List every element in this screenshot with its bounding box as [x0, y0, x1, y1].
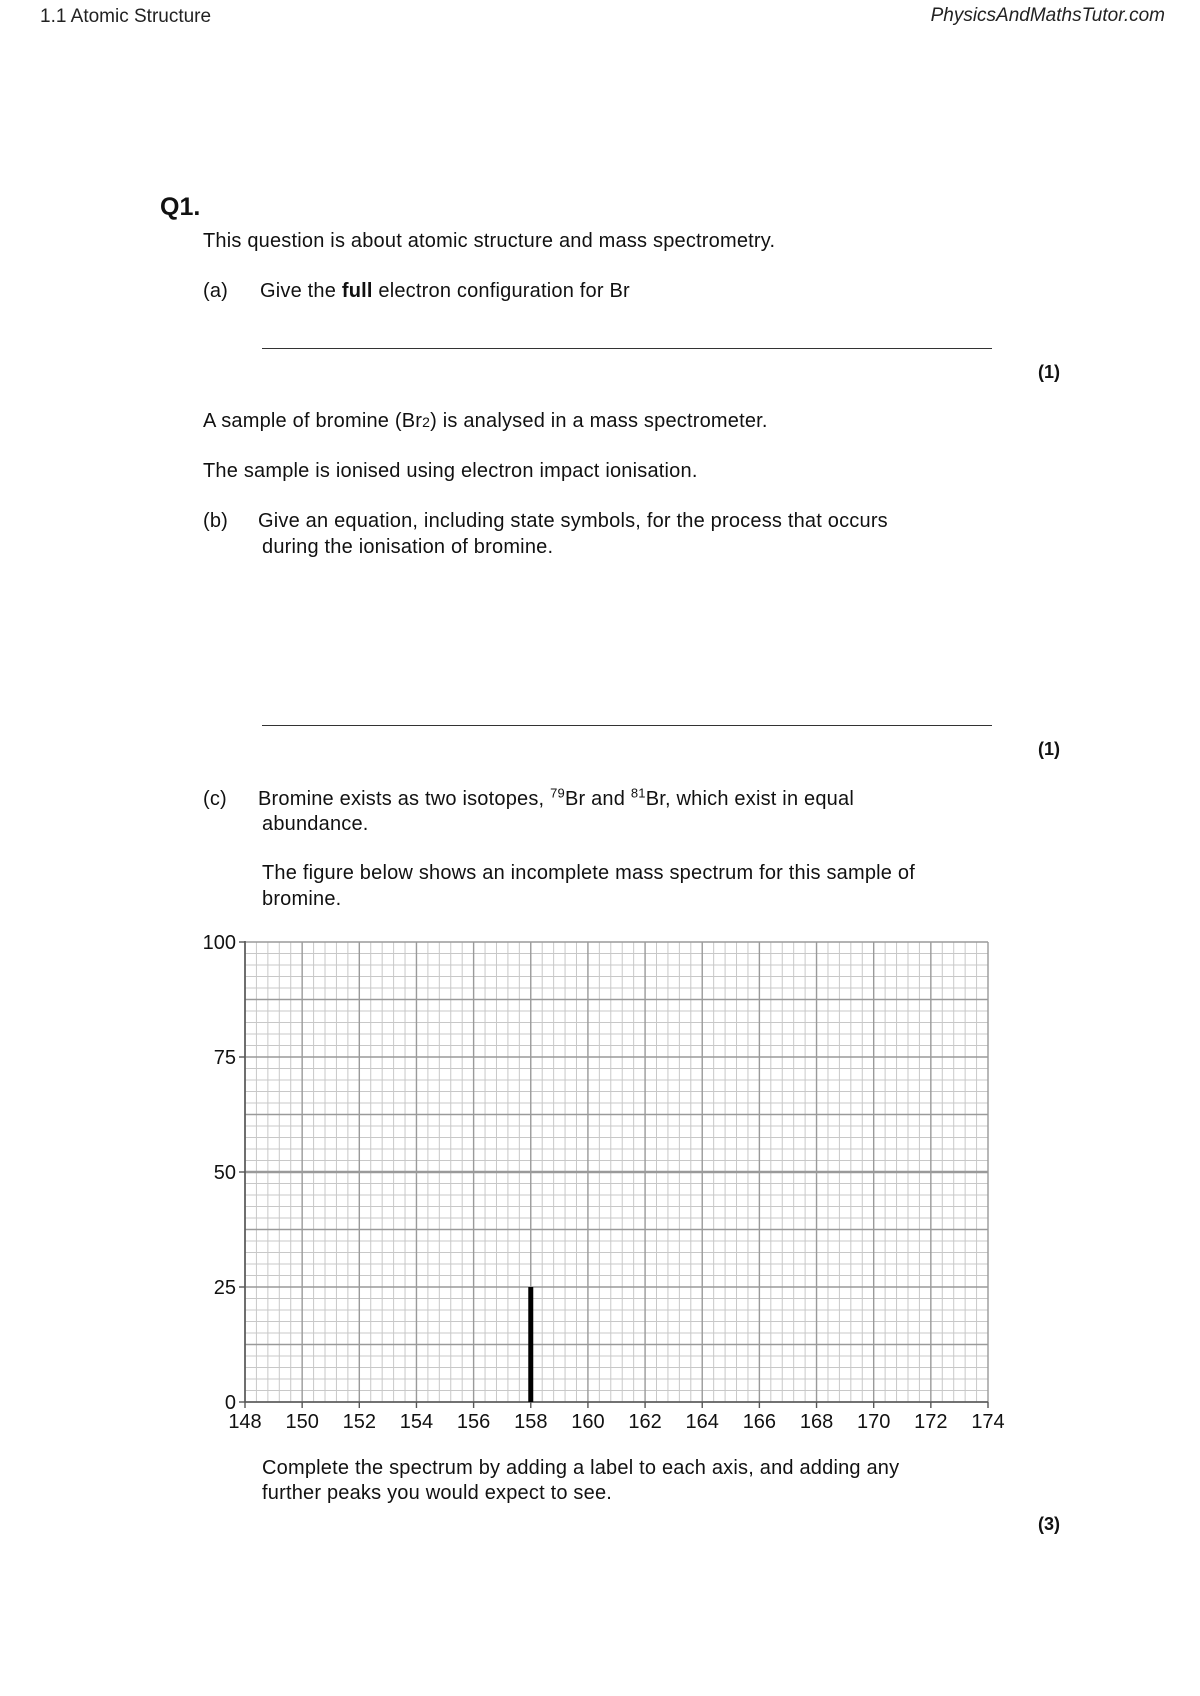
- x-tick-label: 172: [914, 1411, 948, 1433]
- part-c-label: (c): [203, 788, 227, 810]
- x-tick-label: 158: [514, 1411, 548, 1433]
- chart-ticks: [203, 932, 1005, 1433]
- y-tick-label: 0: [224, 1392, 236, 1414]
- part-b-text-line2: during the ionisation of bromine.: [262, 536, 554, 558]
- y-tick-label: 25: [213, 1277, 236, 1299]
- part-c-text-line1: Bromine exists as two isotopes, $^{79}$Br and $^{81}$Br, which exist in equal: [258, 785, 854, 810]
- x-tick-label: 166: [742, 1411, 777, 1433]
- header-topic: 1.1 Atomic Structure: [40, 6, 212, 27]
- x-tick-label: 168: [799, 1411, 834, 1433]
- mass-spectrum-chart[interactable]: [190, 925, 1020, 1440]
- part-a-label: (a): [203, 280, 229, 302]
- part-a-answer-line[interactable]: [262, 348, 992, 349]
- x-tick-label: 148: [228, 1411, 262, 1433]
- x-tick-label: 170: [857, 1411, 891, 1433]
- x-tick-label: 164: [685, 1411, 719, 1433]
- x-tick-label: 154: [399, 1411, 434, 1433]
- part-c-marks: (3): [1038, 1514, 1060, 1534]
- part-a-text: Give the full electron configuration for Br: [260, 280, 630, 302]
- part-a-bold-word: full: [341, 280, 373, 302]
- x-tick-label: 174: [971, 1411, 1005, 1433]
- part-a-marks: (1): [1038, 362, 1060, 382]
- y-tick-label: 100: [202, 932, 236, 954]
- part-b-label: (b): [203, 510, 229, 532]
- part-c-instruction-2: further peaks you would expect to see.: [262, 1482, 613, 1504]
- header-site: PhysicsAndMathsTutor.com: [930, 5, 1165, 26]
- x-tick-label: 160: [571, 1411, 605, 1433]
- part-b-answer-line[interactable]: [262, 725, 992, 726]
- part-c-figure-intro-1: The figure below shows an incomplete mass spectrum for this sample of: [262, 862, 915, 884]
- x-tick-label: 152: [342, 1411, 376, 1433]
- sample-statement-1: A sample of bromine (Br2) is analysed in a mass spectrometer.: [203, 410, 768, 432]
- part-c-figure-intro-2: bromine.: [262, 888, 342, 910]
- part-c-text-line2: abundance.: [262, 813, 369, 835]
- question-intro: This question is about atomic structure and mass spectrometry.: [203, 230, 776, 252]
- part-b-marks: (1): [1038, 739, 1060, 759]
- x-tick-label: 150: [285, 1411, 319, 1433]
- question-number: Q1.: [160, 193, 201, 221]
- part-c-instruction-1: Complete the spectrum by adding a label to each axis, and adding any: [262, 1457, 900, 1479]
- x-tick-label: 162: [628, 1411, 662, 1433]
- x-tick-label: 156: [456, 1411, 491, 1433]
- y-tick-label: 75: [213, 1047, 236, 1069]
- sample-statement-2: The sample is ionised using electron impact ionisation.: [203, 460, 698, 482]
- y-tick-label: 50: [213, 1162, 236, 1184]
- part-b-text-line1: Give an equation, including state symbols, for the process that occurs: [258, 510, 888, 532]
